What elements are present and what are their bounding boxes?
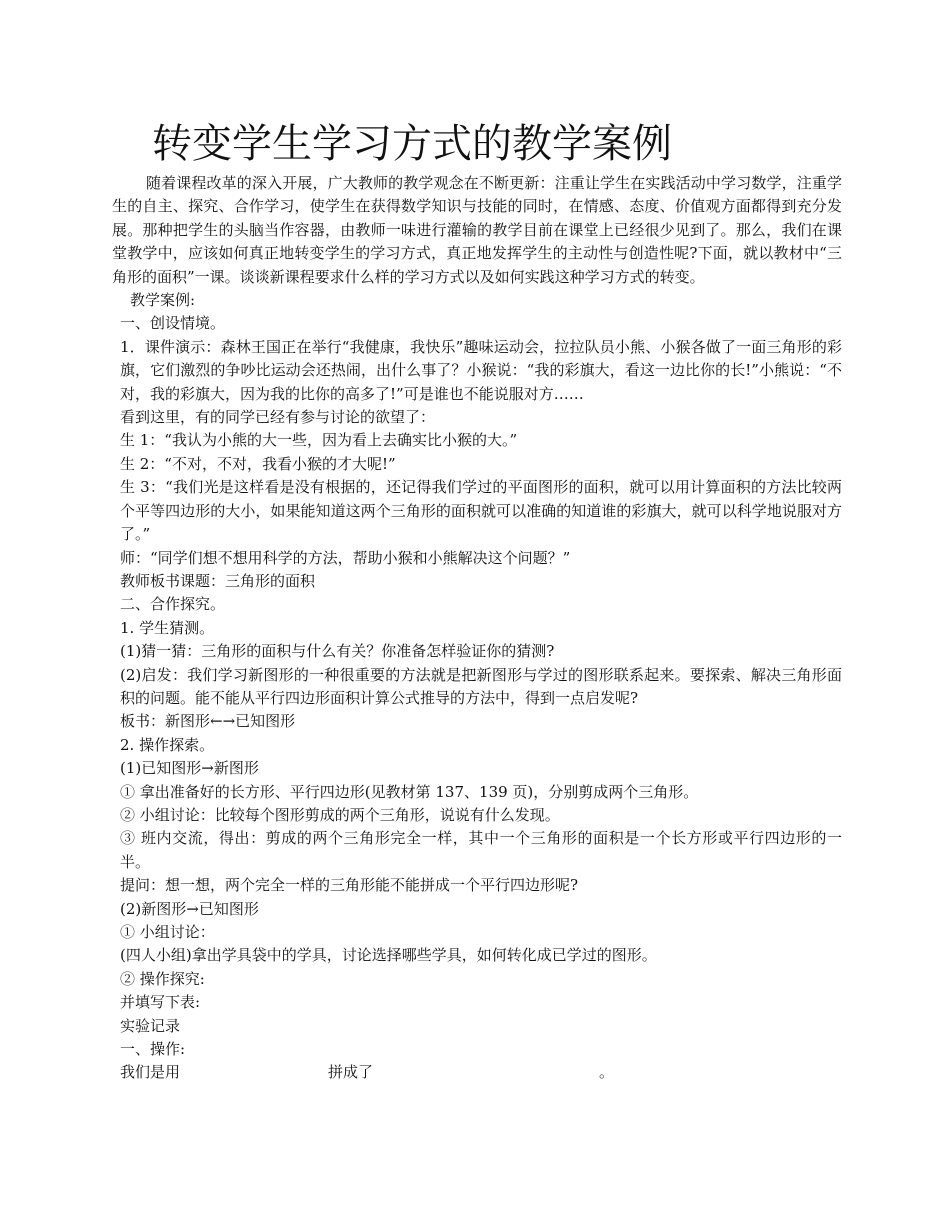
list-item: ② 操作探究: (120, 969, 205, 988)
fill-line-part3: 。 (599, 1063, 615, 1082)
paragraph: 看到这里，有的同学已经有参与讨论的欲望了： (120, 408, 436, 427)
paragraph: (1)猜一猜：三角形的面积与什么有关？你准备怎样验证你的猜测? (120, 642, 555, 661)
intro-paragraph: 随着课程改革的深入开展，广大教师的教学观念在不断更新：注重让学生在实践活动中学习数学，注重学生的自主、探究、合作学习，使学生在获得数学知识与技能的同时，在情感、态度、价值观方面都得到充分发展。那种把学生的头脑当作容器，由教师一味进行灌输的教学目前在课堂上已经很少见到了。那么，我们在课堂教学中，应该如何真正地转变学生的学习方式，真正地发挥学生的主动性与创造性呢?下面，就以教材中“三角形的面积”一课。谈谈新课程要求什么样的学习方式以及如何实践这种学习方式的转变。 (112, 174, 842, 286)
paragraph: 1．课件演示：森林王国正在举行“我健康，我快乐”趣味运动会，拉拉队员小熊、小猴各做了一面三角形的彩旗，它们激烈的争吵比运动会还热闹，出什么事了？小猴说：“我的彩旗大，看这一边比你的长!”小熊说：“不对，我的彩旗大，因为我的比你的高多了!”可是谁也不能说服对方…… (120, 337, 842, 403)
fill-line-part2: 拼成了 (328, 1063, 374, 1082)
paragraph: (四人小组)拿出学具袋中的学具，讨论选择哪些学具，如何转化成已学过的图形。 (120, 946, 657, 965)
paragraph: (1)已知图形→新图形 (120, 759, 259, 778)
section-heading: 一、创设情境。 (120, 314, 226, 333)
list-item: ② 小组讨论：比较每个图形剪成的两个三角形，说说有什么发现。 (120, 805, 560, 824)
paragraph: 实验记录 (120, 1016, 181, 1035)
student-quote: 生 1：“我认为小熊的大一些，因为看上去确实比小猴的大。” (120, 431, 518, 450)
paragraph: (2)启发：我们学习新图形的一种很重要的方法就是把新图形与学过的图形联系起来。要探索、解决三角形面积的问题。能不能从平行四边形面积计算公式推导的方法中，得到一点启发呢? (120, 665, 842, 707)
student-quote: 生 2：“不对，不对，我看小猴的才大呢!” (120, 454, 396, 473)
paragraph: 并填写下表: (120, 993, 201, 1012)
paragraph: (2)新图形→已知图形 (120, 899, 259, 918)
paragraph: 板书：新图形←→已知图形 (120, 712, 296, 731)
fill-line-part1: 我们是用 (120, 1063, 181, 1082)
subsection-heading: 1. 学生猜测。 (120, 618, 215, 637)
document-body (112, 172, 842, 1085)
list-item: ① 小组讨论： (120, 923, 215, 941)
paragraph: 一、操作: (120, 1040, 186, 1059)
subsection-heading: 2. 操作探索。 (120, 735, 215, 754)
student-quote: 生 3：“我们光是这样看是没有根据的，还记得我们学过的平面图形的面积，就可以用计算面积的方法比较两个平等四边形的大小，如果能知道这两个三角形的面积就可以准确的知道谁的彩旗大，就可以科学地说服对方了。” (120, 478, 842, 544)
paragraph: 提问：想一想，两个完全一样的三角形能不能拼成一个平行四边形呢? (120, 876, 579, 895)
list-item: ① 拿出准备好的长方形、平行四边形(见教材第 137、139 页)，分别剪成两个三角形。 (120, 782, 699, 801)
teacher-quote: 师：“同学们想不想用科学的方法，帮助小猴和小熊解决这个问题？” (120, 548, 571, 567)
section-label: 教学案例: (130, 291, 196, 310)
document-title: 转变学生学习方式的教学案例 (152, 121, 672, 167)
section-heading: 二、合作探究。 (120, 595, 226, 614)
list-item: ③ 班内交流，得出：剪成的两个三角形完全一样，其中一个三角形的面积是一个长方形或平行四边形的一半。 (120, 829, 842, 871)
fill-in-line (112, 1061, 842, 1084)
paragraph: 教师板书课题：三角形的面积 (120, 571, 316, 590)
